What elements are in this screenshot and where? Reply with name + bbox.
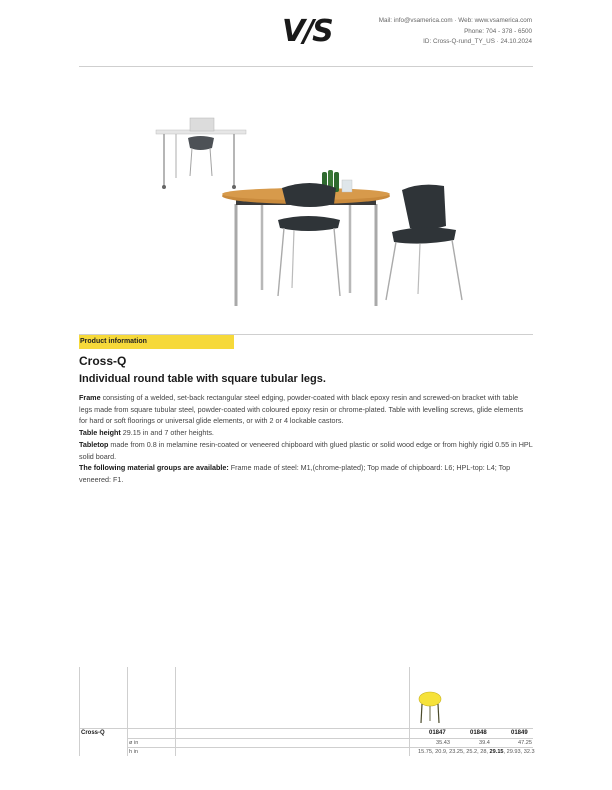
vs-logo: V/S	[282, 14, 332, 49]
diameter-row-label: ø in	[129, 740, 139, 746]
document-id: ID: Cross-Q-rund_TY_US · 24.10.2024	[423, 38, 532, 45]
height-paragraph	[79, 427, 533, 439]
product-info-badge: Product information	[79, 335, 234, 349]
round-table-icon	[416, 691, 444, 725]
table-divider	[175, 667, 176, 756]
tabletop-paragraph	[79, 439, 533, 462]
variant-code-2: 01848	[470, 730, 487, 736]
diameter-value-1: 35.43	[436, 740, 450, 746]
height-text: 29.15 in and 7 other heights.	[120, 428, 214, 438]
materials-label: The following material groups are available:	[79, 463, 229, 473]
variant-code-1: 01847	[429, 730, 446, 736]
contact-info	[379, 16, 532, 48]
diameter-value-3: 47.25	[518, 740, 532, 746]
frame-label: Frame	[79, 393, 101, 402]
table-divider	[409, 667, 410, 756]
contact-phone: Phone: 704 - 378 - 6500	[464, 27, 532, 35]
contact-mail-web: Mail: info@vsamerica.com · Web: www.vsamerica.com	[378, 17, 532, 24]
height-label: Table height	[79, 428, 121, 438]
right-chair	[386, 185, 462, 300]
product-description	[79, 392, 533, 486]
table-divider	[127, 667, 128, 756]
height-values-pre: 15.75, 20.9, 23.25, 25.2, 28,	[418, 749, 490, 755]
variant-code-3: 01849	[511, 730, 528, 736]
height-values-post: , 29.93, 32.3	[503, 749, 535, 755]
frame-text: consisting of a welded, set-back rectangular steel edging, powder-coated with black epoxy resin and screwed-on bracket with table legs made from square tubular steel, powder-coated with coloured epoxy resin or chrome-plated. Table with levelling screws, glide elements for hard or soft floorings or universal glide elements, or with 2 or 4 lockable castors.	[79, 393, 524, 426]
header-divider	[79, 66, 533, 67]
left-chair	[278, 183, 340, 296]
background-table	[156, 118, 246, 189]
tabletop-text: made from 0.8 in melamine resin-coated or veneered chipboard with glued plastic or solid wood edge or from highly rigid 0.55 in HPL solid board.	[79, 439, 533, 461]
table-row-divider	[127, 747, 533, 748]
height-values	[418, 749, 535, 755]
table-row-divider	[79, 728, 533, 729]
table-border-left	[79, 667, 80, 756]
frame-paragraph	[79, 392, 533, 427]
diameter-value-2: 39.4	[479, 740, 490, 746]
product-subtitle: Individual round table with square tubular legs.	[79, 373, 326, 385]
height-value-highlight: 29.15	[489, 749, 504, 755]
height-row-label: h in	[129, 749, 139, 755]
table-product-name: Cross-Q	[81, 730, 105, 736]
table-row-divider	[127, 738, 533, 739]
tabletop-label: Tabletop	[79, 439, 109, 449]
materials-paragraph	[79, 462, 533, 485]
materials-text: Frame made of steel: M1,(chrome-plated); Top made of chipboard: L6; HPL-top: L4; Top veneered: F1.	[79, 463, 511, 484]
product-photo	[150, 108, 490, 316]
product-title: Cross-Q	[79, 354, 127, 368]
